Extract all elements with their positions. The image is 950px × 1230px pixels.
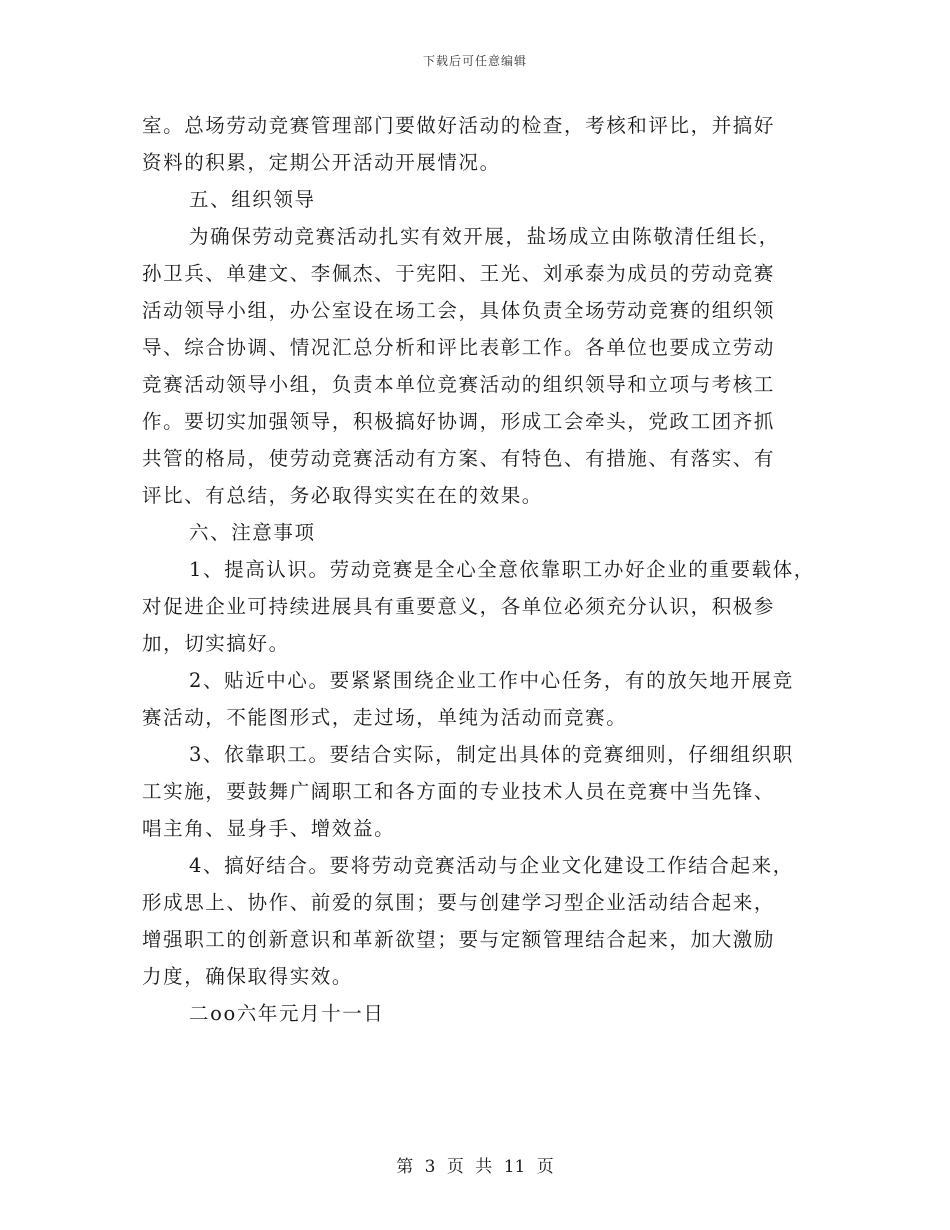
text-line: 赛活动，不能图形式，走过场，单纯为活动而竞赛。 — [142, 706, 628, 729]
text-line: 形成思上、协作、前爱的氛围；要与创建学习型企业活动结合起来， — [142, 891, 776, 914]
document-body — [142, 107, 815, 1032]
page-number: 第 3 页 共 11 页 — [396, 1157, 554, 1177]
text-line: 唱主角、显身手、增效益。 — [142, 817, 396, 840]
section-heading: 六、注意事项 — [189, 521, 316, 544]
text-line: 3、依靠职工。要结合实际，制定出具体的竞赛细则，仔细组织职 — [189, 743, 794, 766]
text-line: 1、提高认识。劳动竞赛是全心全意依靠职工办好企业的重要载体， — [189, 558, 815, 581]
text-line: 加，切实搞好。 — [142, 632, 290, 655]
text-line: 工实施，要鼓舞广阔职工和各方面的专业技术人员在竞赛中当先锋、 — [142, 780, 776, 803]
text-line: 竞赛活动领导小组，负责本单位竞赛活动的组织领导和立项与考核工 — [142, 373, 776, 396]
text-line: 评比、有总结，务必取得实实在在的效果。 — [142, 484, 543, 507]
text-line: 活动领导小组，办公室设在场工会，具体负责全场劳动竞赛的组织领 — [142, 299, 776, 322]
section-heading: 五、组织领导 — [189, 188, 316, 211]
text-line: 增强职工的创新意识和革新欲望；要与定额管理结合起来，加大激励 — [142, 928, 776, 951]
text-line: 2、贴近中心。要紧紧围绕企业工作中心任务，有的放矢地开展竞 — [189, 669, 794, 692]
text-line: 为确保劳动竞赛活动扎实有效开展，盐场成立由陈敬清任组长， — [189, 225, 780, 248]
text-line: 资料的积累，定期公开活动开展情况。 — [142, 151, 501, 174]
text-line: 孙卫兵、单建文、李佩杰、于宪阳、王光、刘承泰为成员的劳动竞赛 — [142, 262, 776, 285]
text-line: 作。要切实加强领导，积极搞好协调，形成工会牵头，党政工团齐抓 — [142, 410, 776, 433]
text-line: 导、综合协调、情况汇总分析和评比表彰工作。各单位也要成立劳动 — [142, 336, 776, 359]
text-line: 4、搞好结合。要将劳动竞赛活动与企业文化建设工作结合起来， — [189, 854, 794, 877]
text-line: 对促进企业可持续进展具有重要意义，各单位必须充分认识，积极参 — [142, 595, 776, 618]
page-header: 下载后可任意编辑 — [422, 54, 527, 68]
document-date: 二oo六年元月十一日 — [189, 1002, 385, 1025]
text-line: 室。总场劳动竞赛管理部门要做好活动的检查，考核和评比，并搞好 — [142, 114, 776, 137]
text-line: 共管的格局，使劳动竞赛活动有方案、有特色、有措施、有落实、有 — [142, 447, 776, 470]
text-line: 力度，确保取得实效。 — [142, 965, 354, 988]
